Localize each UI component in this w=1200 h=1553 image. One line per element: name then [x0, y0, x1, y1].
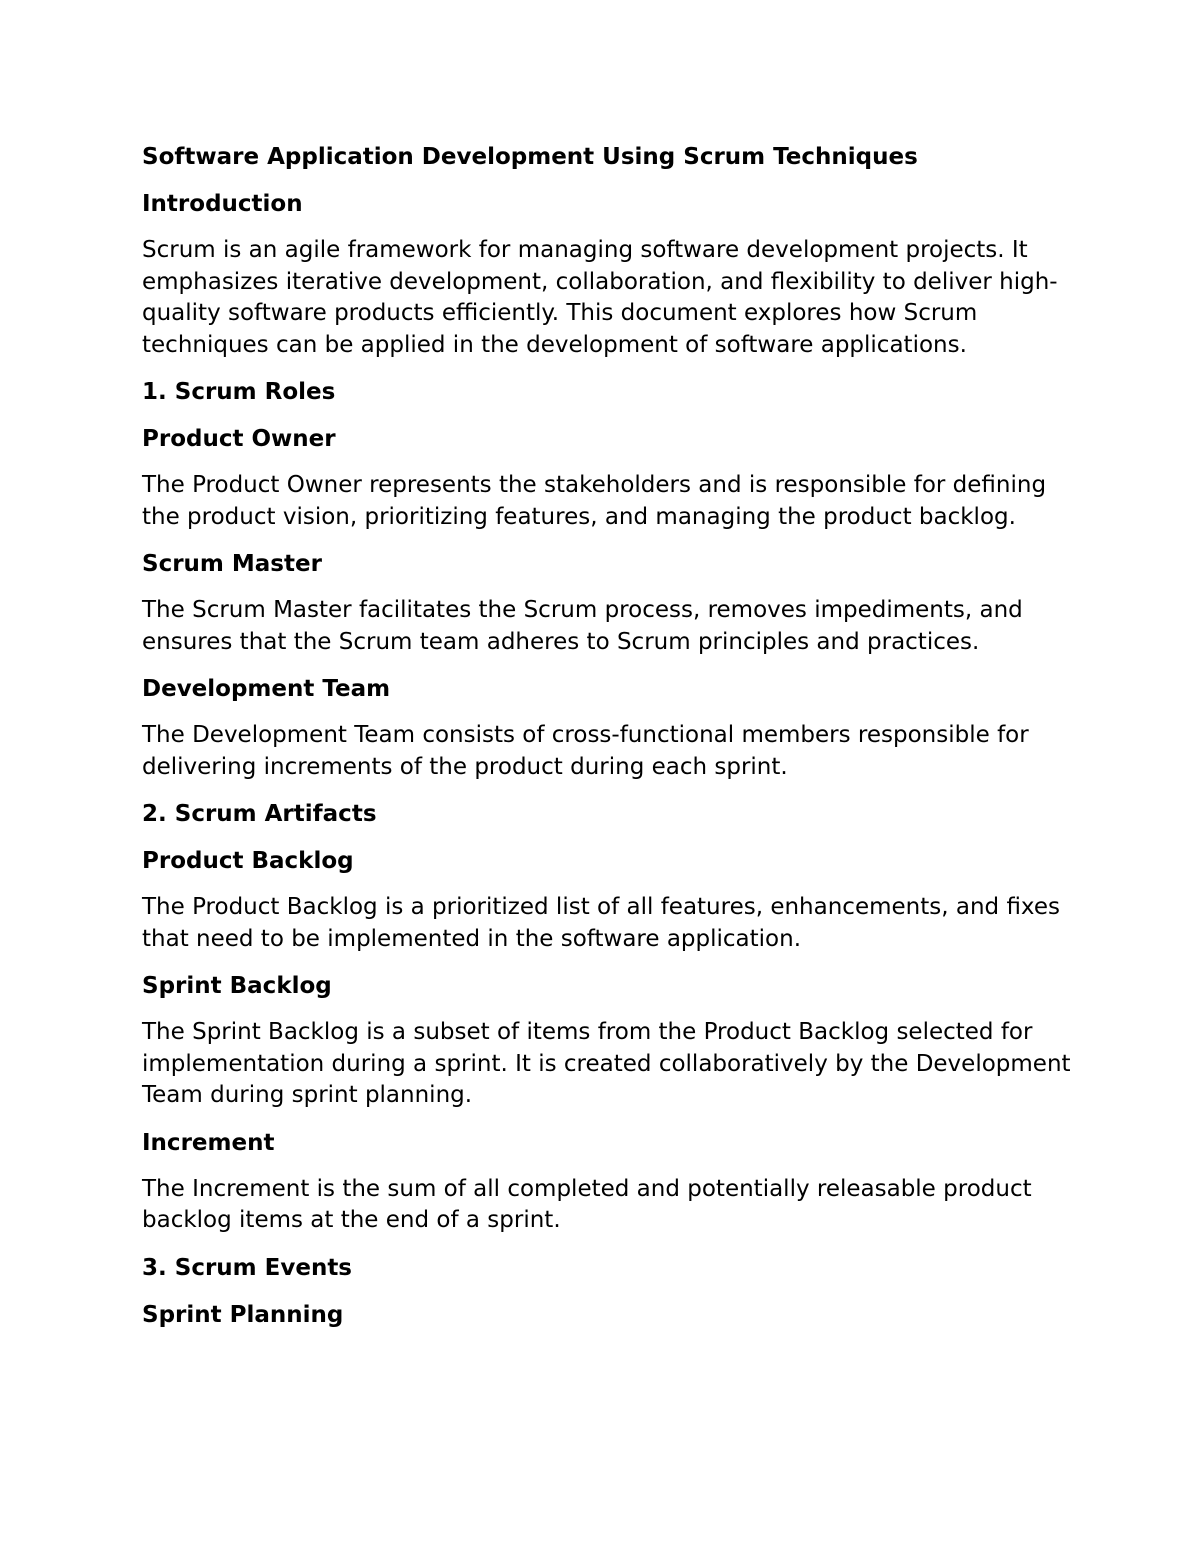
- subheading-product-owner: Product Owner: [142, 426, 336, 452]
- intro-paragraph: Scrum is an agile framework for managing software development projects. It emphasizes iterative development, collaboration, and flexibility to deliver high-quality software products efficiently. This document explores how Scrum techniques can be applied in the development of software applications.: [142, 237, 1058, 358]
- subheading-sprint-planning: Sprint Planning: [142, 1301, 344, 1328]
- section-heading-scrum-artifacts: 2. Scrum Artifacts: [142, 801, 377, 827]
- subheading-sprint-backlog: Sprint Backlog: [142, 973, 332, 999]
- document-page: [142, 141, 1072, 1346]
- section-heading-scrum-events: 3. Scrum Events: [142, 1254, 352, 1281]
- paragraph-increment: The Increment is the sum of all completed and potentially releasable product backlog items at the end of a sprint.: [142, 1175, 1032, 1233]
- subheading-scrum-master: Scrum Master: [142, 551, 322, 577]
- subheading-development-team: Development Team: [142, 676, 391, 702]
- paragraph-scrum-master: The Scrum Master facilitates the Scrum process, removes impediments, and ensures that the Scrum team adheres to Scrum principles and practices.: [142, 597, 1023, 655]
- intro-heading: Introduction: [142, 191, 303, 217]
- section-heading-scrum-roles: 1. Scrum Roles: [142, 379, 336, 405]
- subheading-increment: Increment: [142, 1129, 275, 1156]
- paragraph-product-backlog: The Product Backlog is a prioritized list of all features, enhancements, and fixes that need to be implemented in the software application.: [142, 894, 1060, 952]
- subheading-product-backlog: Product Backlog: [142, 848, 354, 874]
- paragraph-sprint-backlog: The Sprint Backlog is a subset of items from the Product Backlog selected for implementation during a sprint. It is created collaboratively by the Development Team during sprint planning.: [142, 1019, 1071, 1108]
- document-title: Software Application Development Using Scrum Techniques: [142, 144, 918, 170]
- paragraph-development-team: The Development Team consists of cross-functional members responsible for delivering increments of the product during each sprint.: [142, 722, 1029, 780]
- paragraph-product-owner: The Product Owner represents the stakeholders and is responsible for defining the product vision, prioritizing features, and managing the product backlog.: [142, 472, 1047, 530]
